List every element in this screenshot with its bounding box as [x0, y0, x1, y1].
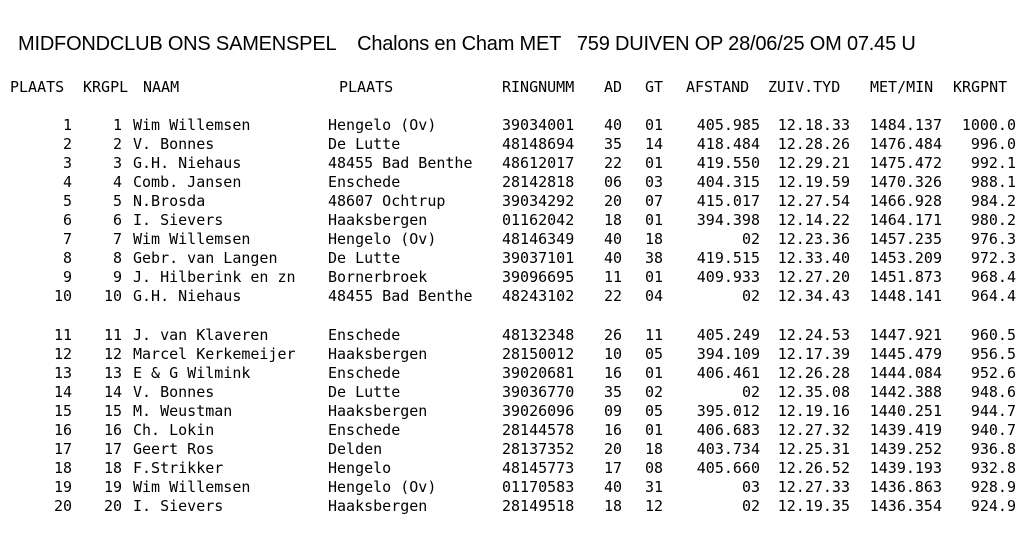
cell-plaats: 1 [62, 116, 72, 134]
cell-krgpnt: 928.9 [970, 478, 1016, 496]
cell-krgpl: 20 [103, 497, 122, 515]
cell-afstand: 02 [741, 287, 760, 305]
cell-zuiv-tyd: 12.19.35 [777, 497, 850, 515]
cell-krgpl: 18 [103, 459, 122, 477]
cell-krgpl: 7 [112, 230, 122, 248]
cell-ad: 16 [604, 421, 623, 439]
cell-gt: 12 [645, 497, 664, 515]
cell-ad: 26 [604, 326, 623, 344]
header-ad: AD [604, 78, 623, 96]
cell-zuiv-tyd: 12.29.21 [777, 154, 850, 172]
cell-met-min: 1440.251 [869, 402, 942, 420]
cell-krgpnt: 980.2 [970, 211, 1016, 229]
cell-ringnumm: 39026096 [502, 402, 575, 420]
cell-plaats: 2 [62, 135, 72, 153]
cell-krgpl: 2 [112, 135, 122, 153]
cell-zuiv-tyd: 12.14.22 [777, 211, 850, 229]
cell-gt: 01 [645, 211, 664, 229]
table-row [0, 345, 1024, 364]
cell-krgpl: 15 [103, 402, 122, 420]
cell-plaats: 16 [53, 421, 72, 439]
table-row [0, 135, 1024, 154]
table-row [0, 459, 1024, 478]
cell-afstand: 405.985 [696, 116, 760, 134]
cell-krgpnt: 964.4 [970, 287, 1016, 305]
cell-gt: 18 [645, 440, 664, 458]
cell-krgpnt: 968.4 [970, 268, 1016, 286]
cell-ad: 40 [604, 478, 623, 496]
table-row [0, 440, 1024, 459]
cell-krgpnt: 944.7 [970, 402, 1016, 420]
page-title: MIDFONDCLUB ONS SAMENSPEL Chalons en Cham MET 759 DUIVEN OP 28/06/25 OM 07.45 U [18, 33, 916, 55]
cell-plaats: 17 [53, 440, 72, 458]
cell-krgpnt: 992.1 [970, 154, 1016, 172]
cell-gt: 11 [645, 326, 664, 344]
cell-plaats: 13 [53, 364, 72, 382]
cell-afstand: 418.484 [696, 135, 760, 153]
cell-krgpnt: 984.2 [970, 192, 1016, 210]
cell-ad: 35 [604, 383, 623, 401]
cell-plaats: 11 [53, 326, 72, 344]
cell-krgpl: 8 [112, 249, 122, 267]
cell-plaats-location: Haaksbergen [328, 497, 428, 515]
header-afstand: AFSTAND [686, 78, 750, 96]
cell-met-min: 1453.209 [869, 249, 942, 267]
cell-plaats-location: De Lutte [328, 249, 401, 267]
cell-met-min: 1436.354 [869, 497, 942, 515]
cell-ad: 40 [604, 230, 623, 248]
cell-ad: 06 [604, 173, 623, 191]
cell-plaats: 20 [53, 497, 72, 515]
cell-gt: 14 [645, 135, 664, 153]
cell-krgpl: 12 [103, 345, 122, 363]
cell-plaats-location: Haaksbergen [328, 402, 428, 420]
cell-met-min: 1442.388 [869, 383, 942, 401]
cell-naam: Wim Willemsen [133, 116, 251, 134]
cell-ad: 10 [604, 345, 623, 363]
cell-ringnumm: 48148694 [502, 135, 575, 153]
cell-met-min: 1466.928 [869, 192, 942, 210]
cell-plaats-location: Hengelo (Ov) [328, 230, 437, 248]
cell-ringnumm: 48132348 [502, 326, 575, 344]
cell-ringnumm: 39096695 [502, 268, 575, 286]
cell-naam: M. Weustman [133, 402, 233, 420]
cell-naam: N.Brosda [133, 192, 206, 210]
cell-krgpl: 9 [112, 268, 122, 286]
cell-afstand: 415.017 [696, 192, 760, 210]
cell-ringnumm: 39036770 [502, 383, 575, 401]
cell-plaats-location: Hengelo (Ov) [328, 478, 437, 496]
cell-naam: G.H. Niehaus [133, 287, 242, 305]
cell-krgpnt: 988.1 [970, 173, 1016, 191]
cell-plaats-location: Delden [328, 440, 383, 458]
cell-naam: Wim Willemsen [133, 230, 251, 248]
cell-ad: 18 [604, 211, 623, 229]
cell-krgpl: 11 [103, 326, 122, 344]
header-krgpl: KRGPL [83, 78, 129, 96]
cell-gt: 01 [645, 421, 664, 439]
cell-plaats-location: Haaksbergen [328, 211, 428, 229]
cell-zuiv-tyd: 12.23.36 [777, 230, 850, 248]
cell-afstand: 403.734 [696, 440, 760, 458]
table-row [0, 154, 1024, 173]
cell-gt: 05 [645, 402, 664, 420]
header-zuiv-tyd: ZUIV.TYD [768, 78, 841, 96]
cell-ringnumm: 48146349 [502, 230, 575, 248]
cell-ringnumm: 28149518 [502, 497, 575, 515]
cell-afstand: 406.461 [696, 364, 760, 382]
cell-gt: 01 [645, 268, 664, 286]
cell-krgpnt: 936.8 [970, 440, 1016, 458]
cell-gt: 03 [645, 173, 664, 191]
cell-ringnumm: 48243102 [502, 287, 575, 305]
cell-naam: I. Sievers [133, 211, 224, 229]
cell-krgpnt: 996.0 [970, 135, 1016, 153]
cell-afstand: 405.660 [696, 459, 760, 477]
cell-afstand: 394.398 [696, 211, 760, 229]
cell-krgpnt: 972.3 [970, 249, 1016, 267]
cell-afstand: 395.012 [696, 402, 760, 420]
cell-gt: 08 [645, 459, 664, 477]
table-row [0, 478, 1024, 497]
cell-ad: 17 [604, 459, 623, 477]
cell-plaats-location: De Lutte [328, 383, 401, 401]
cell-krgpnt: 956.5 [970, 345, 1016, 363]
table-row [0, 211, 1024, 230]
cell-naam: V. Bonnes [133, 135, 215, 153]
cell-zuiv-tyd: 12.27.20 [777, 268, 850, 286]
cell-ringnumm: 39034001 [502, 116, 575, 134]
cell-plaats: 19 [53, 478, 72, 496]
cell-naam: J. Hilberink en zn [133, 268, 296, 286]
cell-zuiv-tyd: 12.35.08 [777, 383, 850, 401]
cell-zuiv-tyd: 12.25.31 [777, 440, 850, 458]
cell-ringnumm: 48612017 [502, 154, 575, 172]
cell-met-min: 1445.479 [869, 345, 942, 363]
cell-met-min: 1476.484 [869, 135, 942, 153]
cell-afstand: 419.515 [696, 249, 760, 267]
cell-ad: 09 [604, 402, 623, 420]
cell-zuiv-tyd: 12.34.43 [777, 287, 850, 305]
cell-naam: Geert Ros [133, 440, 215, 458]
cell-plaats: 3 [62, 154, 72, 172]
cell-krgpnt: 948.6 [970, 383, 1016, 401]
cell-ad: 18 [604, 497, 623, 515]
table-row [0, 268, 1024, 287]
cell-gt: 04 [645, 287, 664, 305]
cell-zuiv-tyd: 12.28.26 [777, 135, 850, 153]
cell-afstand: 03 [741, 478, 760, 496]
cell-plaats-location: Enschede [328, 326, 401, 344]
cell-gt: 02 [645, 383, 664, 401]
cell-krgpl: 1 [112, 116, 122, 134]
cell-naam: J. van Klaveren [133, 326, 269, 344]
cell-gt: 31 [645, 478, 664, 496]
cell-plaats-location: Enschede [328, 421, 401, 439]
cell-gt: 01 [645, 364, 664, 382]
cell-plaats: 14 [53, 383, 72, 401]
cell-ringnumm: 28137352 [502, 440, 575, 458]
cell-met-min: 1436.863 [869, 478, 942, 496]
cell-naam: G.H. Niehaus [133, 154, 242, 172]
cell-ringnumm: 28142818 [502, 173, 575, 191]
header-naam: NAAM [143, 78, 180, 96]
table-row [0, 249, 1024, 268]
cell-afstand: 406.683 [696, 421, 760, 439]
table-row [0, 421, 1024, 440]
cell-ad: 35 [604, 135, 623, 153]
header-gt: GT [645, 78, 664, 96]
cell-plaats-location: Enschede [328, 364, 401, 382]
cell-naam: I. Sievers [133, 497, 224, 515]
header-plaats: PLAATS [10, 78, 65, 96]
cell-ringnumm: 01162042 [502, 211, 575, 229]
cell-zuiv-tyd: 12.24.53 [777, 326, 850, 344]
cell-plaats-location: Haaksbergen [328, 345, 428, 363]
cell-ringnumm: 28144578 [502, 421, 575, 439]
cell-met-min: 1457.235 [869, 230, 942, 248]
cell-plaats-location: 48607 Ochtrup [328, 192, 446, 210]
cell-ringnumm: 39037101 [502, 249, 575, 267]
table-row [0, 364, 1024, 383]
cell-krgpl: 13 [103, 364, 122, 382]
cell-naam: Wim Willemsen [133, 478, 251, 496]
cell-afstand: 394.109 [696, 345, 760, 363]
cell-plaats-location: Hengelo (Ov) [328, 116, 437, 134]
cell-zuiv-tyd: 12.26.52 [777, 459, 850, 477]
cell-naam: E & G Wilmink [133, 364, 251, 382]
cell-met-min: 1444.084 [869, 364, 942, 382]
cell-krgpnt: 1000.0 [961, 116, 1016, 134]
cell-krgpl: 3 [112, 154, 122, 172]
table-row [0, 326, 1024, 345]
cell-ad: 20 [604, 440, 623, 458]
cell-plaats: 6 [62, 211, 72, 229]
cell-met-min: 1475.472 [869, 154, 942, 172]
cell-ringnumm: 01170583 [502, 478, 575, 496]
cell-met-min: 1439.419 [869, 421, 942, 439]
cell-plaats-location: 48455 Bad Benthe [328, 287, 473, 305]
cell-plaats: 7 [62, 230, 72, 248]
cell-plaats-location: Hengelo [328, 459, 392, 477]
cell-krgpl: 5 [112, 192, 122, 210]
cell-afstand: 405.249 [696, 326, 760, 344]
header-ringnumm: RINGNUMM [502, 78, 575, 96]
header-plaats-location: PLAATS [339, 78, 394, 96]
cell-zuiv-tyd: 12.27.54 [777, 192, 850, 210]
cell-plaats: 4 [62, 173, 72, 191]
cell-gt: 01 [645, 116, 664, 134]
cell-met-min: 1464.171 [869, 211, 942, 229]
cell-naam: Gebr. van Langen [133, 249, 278, 267]
cell-krgpl: 4 [112, 173, 122, 191]
cell-plaats: 9 [62, 268, 72, 286]
table-header [0, 78, 1024, 97]
cell-plaats: 12 [53, 345, 72, 363]
table-row [0, 383, 1024, 402]
cell-ringnumm: 48145773 [502, 459, 575, 477]
cell-krgpnt: 940.7 [970, 421, 1016, 439]
cell-afstand: 409.933 [696, 268, 760, 286]
cell-ad: 11 [604, 268, 623, 286]
cell-zuiv-tyd: 12.33.40 [777, 249, 850, 267]
cell-ad: 16 [604, 364, 623, 382]
table-row [0, 287, 1024, 306]
cell-ad: 40 [604, 249, 623, 267]
cell-afstand: 02 [741, 497, 760, 515]
cell-zuiv-tyd: 12.19.59 [777, 173, 850, 191]
cell-krgpnt: 952.6 [970, 364, 1016, 382]
cell-krgpnt: 976.3 [970, 230, 1016, 248]
cell-ad: 22 [604, 287, 623, 305]
cell-zuiv-tyd: 12.27.33 [777, 478, 850, 496]
cell-krgpl: 14 [103, 383, 122, 401]
cell-plaats-location: 48455 Bad Benthe [328, 154, 473, 172]
cell-krgpnt: 932.8 [970, 459, 1016, 477]
cell-plaats: 5 [62, 192, 72, 210]
cell-krgpl: 10 [103, 287, 122, 305]
cell-gt: 38 [645, 249, 664, 267]
cell-naam: V. Bonnes [133, 383, 215, 401]
cell-naam: Ch. Lokin [133, 421, 215, 439]
cell-met-min: 1484.137 [869, 116, 942, 134]
cell-gt: 01 [645, 154, 664, 172]
cell-afstand: 02 [741, 230, 760, 248]
cell-afstand: 02 [741, 383, 760, 401]
cell-ringnumm: 39020681 [502, 364, 575, 382]
cell-ad: 20 [604, 192, 623, 210]
cell-ringnumm: 28150012 [502, 345, 575, 363]
cell-zuiv-tyd: 12.19.16 [777, 402, 850, 420]
table-row [0, 173, 1024, 192]
cell-zuiv-tyd: 12.18.33 [777, 116, 850, 134]
header-met-min: MET/MIN [870, 78, 934, 96]
cell-ad: 40 [604, 116, 623, 134]
cell-plaats-location: Enschede [328, 173, 401, 191]
cell-plaats-location: De Lutte [328, 135, 401, 153]
header-krgpnt: KRGPNT [953, 78, 1008, 96]
cell-zuiv-tyd: 12.27.32 [777, 421, 850, 439]
cell-naam: Marcel Kerkemeijer [133, 345, 296, 363]
cell-krgpl: 6 [112, 211, 122, 229]
cell-plaats: 15 [53, 402, 72, 420]
cell-met-min: 1470.326 [869, 173, 942, 191]
cell-zuiv-tyd: 12.17.39 [777, 345, 850, 363]
cell-afstand: 404.315 [696, 173, 760, 191]
cell-ringnumm: 39034292 [502, 192, 575, 210]
cell-afstand: 419.550 [696, 154, 760, 172]
cell-krgpnt: 960.5 [970, 326, 1016, 344]
cell-met-min: 1439.252 [869, 440, 942, 458]
cell-krgpl: 17 [103, 440, 122, 458]
cell-krgpl: 19 [103, 478, 122, 496]
cell-naam: F.Strikker [133, 459, 224, 477]
table-row [0, 402, 1024, 421]
cell-plaats-location: Bornerbroek [328, 268, 428, 286]
cell-plaats: 18 [53, 459, 72, 477]
cell-gt: 07 [645, 192, 664, 210]
cell-met-min: 1439.193 [869, 459, 942, 477]
cell-plaats: 10 [53, 287, 72, 305]
table-row [0, 192, 1024, 211]
cell-ad: 22 [604, 154, 623, 172]
cell-met-min: 1447.921 [869, 326, 942, 344]
cell-gt: 05 [645, 345, 664, 363]
cell-zuiv-tyd: 12.26.28 [777, 364, 850, 382]
table-row [0, 230, 1024, 249]
cell-met-min: 1451.873 [869, 268, 942, 286]
table-row [0, 116, 1024, 135]
cell-plaats: 8 [62, 249, 72, 267]
cell-gt: 18 [645, 230, 664, 248]
table-row [0, 497, 1024, 516]
cell-krgpl: 16 [103, 421, 122, 439]
cell-naam: Comb. Jansen [133, 173, 242, 191]
cell-met-min: 1448.141 [869, 287, 942, 305]
cell-krgpnt: 924.9 [970, 497, 1016, 515]
